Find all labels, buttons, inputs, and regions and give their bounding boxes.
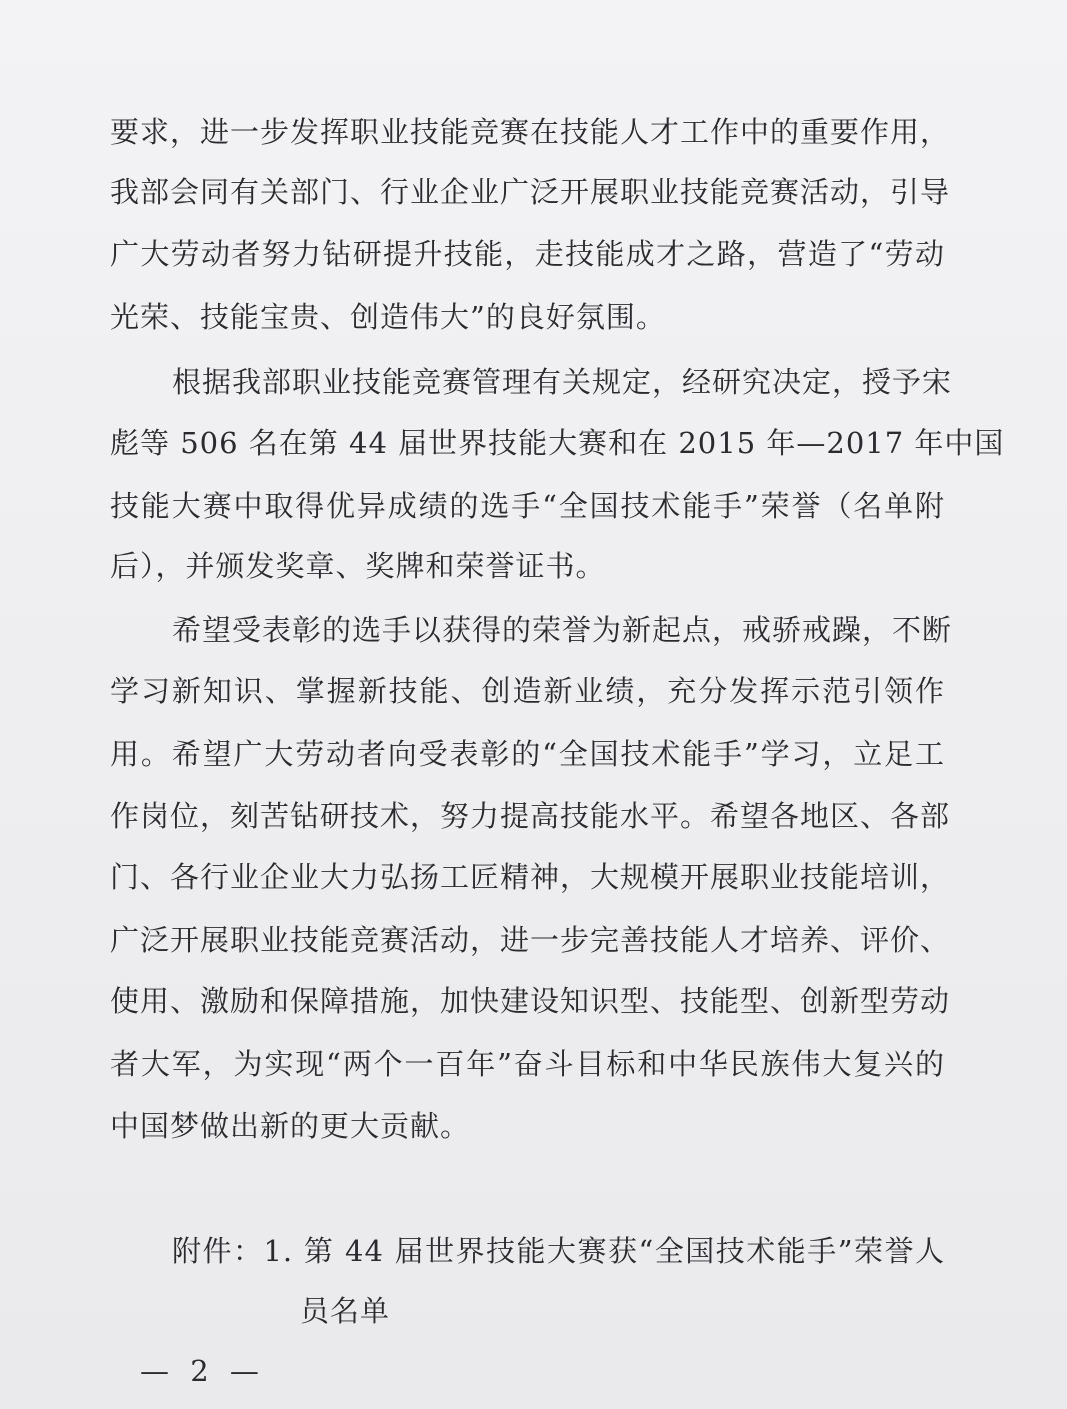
paragraph-2-line-3: 技能大赛中取得优异成绩的选手“全国技术能手”荣誉（名单附 [110,489,945,523]
paragraph-2-line-4: 后），并颁发奖章、奖牌和荣誉证书。 [110,549,606,583]
page-number: — 2 — [140,1354,265,1388]
attachment-line-2: 员名单 [300,1294,391,1328]
paragraph-3-line-3: 用。希望广大劳动者向受表彰的“全国技术能手”学习，立足工 [110,737,945,771]
paragraph-1-line-1: 要求，进一步发挥职业技能竞赛在技能人才工作中的重要作用， [110,115,951,149]
paragraph-3-line-9: 中国梦做出新的更大贡献。 [110,1109,471,1143]
paragraph-1-line-2: 我部会同有关部门、行业企业广泛开展职业技能竞赛活动，引导 [110,175,951,209]
paragraph-3-line-7: 使用、激励和保障措施，加快建设知识型、技能型、创新型劳动 [110,984,951,1018]
paragraph-3-line-2: 学习新知识、掌握新技能、创造新业绩，充分发挥示范引领作 [110,674,945,708]
paragraph-1-line-3: 广大劳动者努力钻研提升技能，走技能成才之路，营造了“劳动 [110,237,945,271]
paragraph-2-line-2: 彪等 506 名在第 44 届世界技能大赛和在 2015 年—2017 年中国 [110,426,1005,460]
attachment-line-1: 附件：1. 第 44 届世界技能大赛获“全国技术能手”荣誉人 [172,1234,945,1268]
paragraph-3-line-6: 广泛开展职业技能竞赛活动，进一步完善技能人才培养、评价、 [110,923,951,957]
paragraph-2-line-1: 根据我部职业技能竞赛管理有关规定，经研究决定，授予宋 [172,365,953,399]
paragraph-1-line-4: 光荣、技能宝贵、创造伟大”的良好氛围。 [110,300,666,334]
paragraph-3-line-4: 作岗位，刻苦钻研技术，努力提高技能水平。希望各地区、各部 [110,799,951,833]
paragraph-3-line-8: 者大军，为实现“两个一百年”奋斗目标和中华民族伟大复兴的 [110,1047,945,1081]
paragraph-3-line-5: 门、各行业企业大力弘扬工匠精神，大规模开展职业技能培训， [110,860,951,894]
paragraph-3-line-1: 希望受表彰的选手以获得的荣誉为新起点，戒骄戒躁，不断 [172,613,953,647]
